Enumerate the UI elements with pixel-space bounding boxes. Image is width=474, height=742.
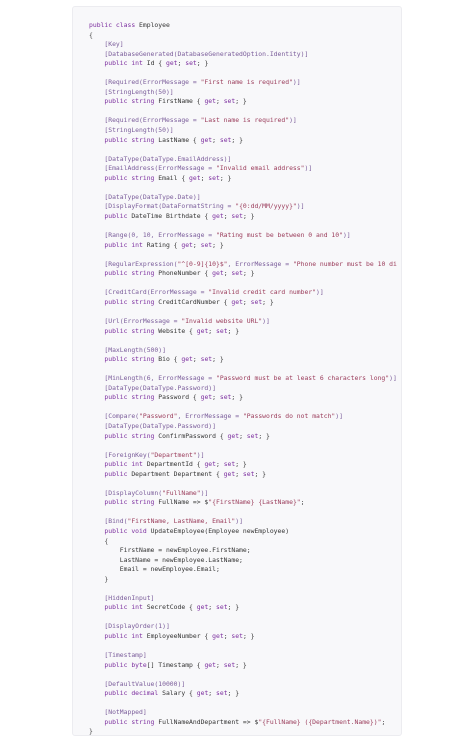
code-token: ; } bbox=[235, 660, 247, 669]
code-token: set bbox=[231, 269, 243, 278]
code-token: [Key] bbox=[89, 40, 124, 49]
code-token: [] Timestamp { bbox=[146, 660, 205, 669]
code-token: public class bbox=[89, 21, 140, 29]
code-line bbox=[89, 202, 397, 212]
code-token: get bbox=[196, 689, 209, 698]
code-token: UpdateEmployee(Employee newEmployee) bbox=[150, 526, 290, 535]
code-token: LastName = newEmployee.LastName; bbox=[89, 555, 243, 564]
code-token: )] bbox=[296, 202, 305, 211]
code-token: ; bbox=[242, 297, 251, 306]
code-line bbox=[89, 183, 397, 193]
code-token: public int bbox=[89, 460, 147, 469]
code-line bbox=[89, 661, 397, 671]
code-token: [DataType(DataType.Date)] bbox=[89, 192, 201, 201]
code-line bbox=[89, 537, 397, 547]
code-token: FullName => $ bbox=[158, 498, 209, 507]
code-token: public bbox=[89, 469, 132, 478]
code-token: ; } bbox=[262, 297, 274, 306]
code-token: "First name is required" bbox=[200, 78, 293, 87]
code-line bbox=[89, 346, 397, 356]
code-token: { bbox=[89, 536, 109, 545]
code-token: [Timestamp] bbox=[89, 651, 147, 660]
code-line bbox=[89, 155, 397, 165]
code-line bbox=[89, 88, 397, 98]
code-token: ; bbox=[215, 97, 224, 106]
code-token: [HiddenInput] bbox=[89, 593, 155, 602]
code-token: Password { bbox=[158, 393, 201, 402]
code-token: get bbox=[212, 632, 224, 640]
code-line bbox=[89, 164, 397, 174]
code-token: set bbox=[185, 59, 197, 68]
code-token: Id { bbox=[146, 59, 166, 68]
code-token: get bbox=[189, 173, 201, 182]
code-line bbox=[89, 393, 397, 403]
code-token: CreditCardNumber { bbox=[158, 297, 232, 306]
code-line bbox=[89, 241, 397, 251]
code-token: Email { bbox=[158, 173, 190, 182]
code-token: )] bbox=[196, 450, 205, 459]
code-token: get bbox=[181, 355, 193, 364]
code-token: ; bbox=[192, 240, 201, 249]
code-line bbox=[89, 422, 397, 432]
code-token: "FirstName, LastName, Email" bbox=[127, 517, 236, 526]
code-token: ; } bbox=[227, 603, 240, 612]
code-token: [StringLength(50)] bbox=[89, 87, 174, 96]
code-line bbox=[89, 622, 397, 632]
code-token: Department Department { bbox=[131, 469, 224, 478]
code-token: "^[0-9]{10}$" bbox=[177, 259, 228, 268]
code-token: )] bbox=[304, 164, 313, 173]
code-token: [CreditCard(ErrorMessage = bbox=[89, 288, 209, 297]
code-token: public decimal bbox=[89, 689, 163, 698]
code-token: set bbox=[231, 632, 243, 640]
code-token: "Invalid email address" bbox=[215, 164, 305, 173]
code-line bbox=[89, 575, 397, 585]
code-line bbox=[89, 718, 397, 728]
code-token: ; bbox=[215, 660, 224, 669]
code-line bbox=[89, 40, 397, 50]
code-token: get bbox=[212, 269, 224, 278]
code-token: ; } bbox=[231, 135, 243, 144]
code-token: public string bbox=[89, 135, 159, 144]
code-token: FirstName { bbox=[158, 97, 205, 106]
code-token: LastName { bbox=[158, 135, 201, 144]
code-line bbox=[89, 727, 397, 736]
code-token: get bbox=[223, 469, 236, 478]
code-line bbox=[89, 594, 397, 604]
code-token: ; bbox=[235, 469, 243, 478]
code-token: public int bbox=[89, 59, 147, 68]
code-token: set bbox=[216, 326, 228, 335]
code-line bbox=[89, 374, 397, 384]
code-line bbox=[89, 479, 397, 489]
code-token: [ForeignKey( bbox=[89, 450, 151, 459]
code-token: [MaxLength(500)] bbox=[89, 345, 166, 354]
code-token: [Compare( bbox=[89, 412, 140, 421]
code-token: [Range(0, 10, ErrorMessage = bbox=[89, 231, 216, 240]
code-token: get bbox=[212, 211, 224, 220]
code-line bbox=[89, 613, 397, 623]
code-line bbox=[89, 21, 397, 31]
code-token: Salary { bbox=[162, 689, 197, 698]
code-token: get bbox=[227, 431, 240, 440]
code-token: public string bbox=[89, 297, 159, 306]
code-token: Bio { bbox=[158, 355, 182, 364]
code-token: set bbox=[223, 660, 236, 669]
code-line bbox=[89, 107, 397, 117]
code-token: ; } bbox=[212, 355, 224, 364]
code-token: ; } bbox=[242, 211, 255, 220]
code-line bbox=[89, 336, 397, 346]
code-line bbox=[89, 126, 397, 136]
code-line bbox=[89, 279, 397, 289]
code-line bbox=[89, 250, 397, 260]
code-token: get bbox=[200, 135, 213, 144]
code-token: set bbox=[223, 460, 236, 469]
code-token: ; bbox=[200, 173, 209, 182]
code-token: ; } bbox=[254, 469, 267, 478]
code-line bbox=[89, 145, 397, 155]
code-line bbox=[89, 31, 397, 41]
code-token: [RegularExpression( bbox=[89, 259, 178, 268]
code-token: "Password" bbox=[139, 412, 178, 421]
code-line bbox=[89, 365, 397, 375]
code-token: set bbox=[219, 135, 232, 144]
code-token: get bbox=[181, 240, 193, 249]
code-line bbox=[89, 489, 397, 499]
code-line bbox=[89, 680, 397, 690]
code-token: "Phone number must be 10 di bbox=[292, 259, 397, 268]
code-token: FirstName = newEmployee.FirstName; bbox=[89, 546, 251, 555]
code-line bbox=[89, 317, 397, 327]
code-token: public string bbox=[89, 431, 159, 440]
code-token: PhoneNumber { bbox=[158, 269, 213, 278]
code-token: get bbox=[200, 393, 213, 402]
code-token: DepartmentId { bbox=[146, 460, 205, 469]
code-token: set bbox=[223, 97, 236, 106]
code-line bbox=[89, 193, 397, 203]
code-token: set bbox=[200, 240, 213, 249]
code-line bbox=[89, 212, 397, 222]
code-token: public int bbox=[89, 240, 147, 249]
code-token: ; bbox=[223, 269, 232, 278]
code-token: [MinLength(6, ErrorMessage = bbox=[89, 374, 216, 383]
code-line bbox=[89, 441, 397, 451]
code-token: "Invalid credit card number" bbox=[208, 288, 317, 297]
code-token: [StringLength(50)] bbox=[89, 126, 174, 135]
code-line bbox=[89, 355, 397, 365]
code-token: set bbox=[208, 173, 220, 182]
code-token: [DefaultValue(10000)] bbox=[89, 679, 186, 688]
code-token: )] bbox=[235, 517, 243, 526]
code-line bbox=[89, 670, 397, 680]
code-token: ; bbox=[177, 59, 186, 68]
code-token: set bbox=[231, 211, 243, 220]
code-token: public bbox=[89, 211, 132, 220]
code-line bbox=[89, 412, 397, 422]
code-token: set bbox=[242, 469, 255, 478]
code-line bbox=[89, 699, 397, 709]
code-line bbox=[89, 527, 397, 537]
code-token: ; } bbox=[242, 269, 255, 278]
code-token: [DisplayOrder(1)] bbox=[89, 622, 170, 631]
code-token: , ErrorMessage = bbox=[227, 259, 293, 268]
code-token: set bbox=[200, 355, 213, 364]
code-line bbox=[89, 97, 397, 107]
code-token: ; } bbox=[231, 393, 243, 402]
code-token: , ErrorMessage = bbox=[177, 412, 243, 421]
code-line bbox=[89, 651, 397, 661]
code-token: Employee bbox=[139, 21, 170, 29]
code-line bbox=[89, 231, 397, 241]
code-token: [DatabaseGenerated(DatabaseGeneratedOption.Identity)] bbox=[89, 49, 309, 58]
code-token: } bbox=[89, 727, 93, 736]
code-token: public byte bbox=[89, 660, 147, 669]
code-token: ; bbox=[212, 135, 220, 144]
code-token: )] bbox=[292, 78, 301, 87]
code-line bbox=[89, 221, 397, 231]
code-token: get bbox=[165, 59, 178, 68]
code-token: "{FullName} ({Department.Name})" bbox=[258, 717, 382, 726]
code-token: ; bbox=[223, 632, 232, 640]
code-token: [DataType(DataType.EmailAddress)] bbox=[89, 154, 232, 163]
code-token: "Password must be at least 6 characters long" bbox=[215, 374, 390, 383]
code-token: ; } bbox=[196, 59, 209, 68]
code-token: ; } bbox=[235, 460, 247, 469]
code-token: set bbox=[216, 689, 228, 698]
code-token: } bbox=[89, 574, 109, 583]
code-line bbox=[89, 451, 397, 461]
code-token: ; bbox=[208, 603, 216, 612]
code-token: public string bbox=[89, 355, 159, 364]
code-line bbox=[89, 498, 397, 508]
code-line bbox=[89, 69, 397, 79]
code-line bbox=[89, 689, 397, 699]
code-line bbox=[89, 708, 397, 718]
code-token: public string bbox=[89, 173, 159, 182]
code-block bbox=[72, 6, 402, 736]
code-line bbox=[89, 307, 397, 317]
code-token: public string bbox=[89, 498, 159, 507]
code-line bbox=[89, 460, 397, 470]
code-token: ConfirmPassword { bbox=[158, 431, 228, 440]
code-line bbox=[89, 556, 397, 566]
code-token: ; } bbox=[242, 632, 255, 640]
code-token: )] bbox=[262, 316, 270, 325]
code-token: ; } bbox=[227, 326, 240, 335]
code-line bbox=[89, 50, 397, 60]
code-token: "Last name is required" bbox=[200, 116, 290, 125]
code-line bbox=[89, 288, 397, 298]
code-token: "{0:dd/MM/yyyy}" bbox=[235, 202, 297, 211]
code-token: ; bbox=[239, 431, 247, 440]
code-token: "Passwords do not match" bbox=[242, 412, 336, 421]
code-token: set bbox=[219, 393, 232, 402]
code-line bbox=[89, 603, 397, 613]
code-token: )] bbox=[342, 231, 351, 240]
code-token: get bbox=[196, 603, 209, 612]
code-line bbox=[89, 546, 397, 556]
code-token: public int bbox=[89, 603, 147, 612]
code-token: public void bbox=[89, 526, 151, 535]
code-token: "Department" bbox=[150, 450, 197, 459]
code-token: Rating { bbox=[146, 240, 182, 249]
code-line bbox=[89, 470, 397, 480]
code-line bbox=[89, 403, 397, 413]
code-token: set bbox=[216, 603, 228, 612]
code-token: Email = newEmployee.Email; bbox=[89, 565, 220, 574]
code-token: [Required(ErrorMessage = bbox=[89, 116, 201, 125]
code-line bbox=[89, 78, 397, 88]
code-token: [NotMapped] bbox=[89, 708, 147, 717]
code-lines bbox=[89, 21, 397, 736]
code-token: ; bbox=[215, 460, 224, 469]
code-line bbox=[89, 565, 397, 575]
code-token: public string bbox=[89, 717, 159, 726]
code-token: Website { bbox=[158, 326, 197, 335]
code-token: ; bbox=[192, 355, 201, 364]
code-token: [DataType(DataType.Password)] bbox=[89, 421, 216, 430]
code-token: [Bind( bbox=[89, 517, 128, 526]
code-token: ; bbox=[381, 717, 386, 726]
code-token: public string bbox=[89, 97, 159, 106]
code-token: get bbox=[204, 97, 216, 106]
code-token: public string bbox=[89, 326, 159, 335]
code-token: public string bbox=[89, 393, 159, 402]
code-token: )] bbox=[200, 488, 209, 497]
code-token: )] bbox=[289, 116, 297, 125]
code-token: )] bbox=[335, 412, 343, 421]
code-token: ; } bbox=[219, 173, 232, 182]
code-line bbox=[89, 59, 397, 69]
code-token: EmployeeNumber { bbox=[146, 632, 213, 640]
code-token: ; } bbox=[227, 689, 240, 698]
code-token: public string bbox=[89, 269, 159, 278]
code-token: SecretCode { bbox=[146, 603, 197, 612]
code-token: "FullName" bbox=[162, 488, 201, 497]
code-token: [EmailAddress(ErrorMessage = bbox=[89, 164, 216, 173]
code-token: get bbox=[204, 460, 216, 469]
code-token: "Rating must be between 0 and 10" bbox=[215, 231, 343, 240]
code-line bbox=[89, 517, 397, 527]
code-token: { bbox=[89, 30, 93, 39]
code-token: ; } bbox=[258, 431, 270, 440]
code-line bbox=[89, 508, 397, 518]
code-token: ; } bbox=[235, 97, 247, 106]
code-token: ; } bbox=[212, 240, 224, 249]
code-token: [DisplayColumn( bbox=[89, 488, 163, 497]
code-line bbox=[89, 327, 397, 337]
code-token: )] bbox=[316, 288, 324, 297]
code-token: [DisplayFormat(DataFormatString = bbox=[89, 202, 236, 211]
code-line bbox=[89, 642, 397, 652]
code-token: set bbox=[246, 431, 259, 440]
code-line bbox=[89, 384, 397, 394]
code-token: [Required(ErrorMessage = bbox=[89, 78, 201, 87]
code-token: ; bbox=[208, 326, 216, 335]
code-token: "Invalid website URL" bbox=[181, 316, 263, 325]
code-token: ; bbox=[300, 498, 305, 507]
code-token: public int bbox=[89, 632, 147, 640]
code-token: FullNameAndDepartment => $ bbox=[158, 717, 259, 726]
code-token: DateTime Birthdate { bbox=[131, 211, 213, 220]
code-token: [DataType(DataType.Password)] bbox=[89, 383, 216, 392]
code-token: [Url(ErrorMessage = bbox=[89, 316, 182, 325]
code-token: )] bbox=[389, 374, 397, 383]
code-token: get bbox=[231, 297, 243, 306]
code-token: get bbox=[204, 660, 216, 669]
code-token: "{FirstName} {LastName}" bbox=[208, 498, 301, 507]
code-token: get bbox=[196, 326, 209, 335]
code-line bbox=[89, 269, 397, 279]
code-line bbox=[89, 260, 397, 270]
code-line bbox=[89, 174, 397, 184]
code-token: ; bbox=[223, 211, 232, 220]
code-line bbox=[89, 116, 397, 126]
code-token: ; bbox=[212, 393, 220, 402]
code-line bbox=[89, 136, 397, 146]
code-line bbox=[89, 432, 397, 442]
code-token: ; bbox=[208, 689, 216, 698]
code-line bbox=[89, 298, 397, 308]
code-line bbox=[89, 632, 397, 642]
code-line bbox=[89, 584, 397, 594]
code-token: set bbox=[250, 297, 263, 306]
